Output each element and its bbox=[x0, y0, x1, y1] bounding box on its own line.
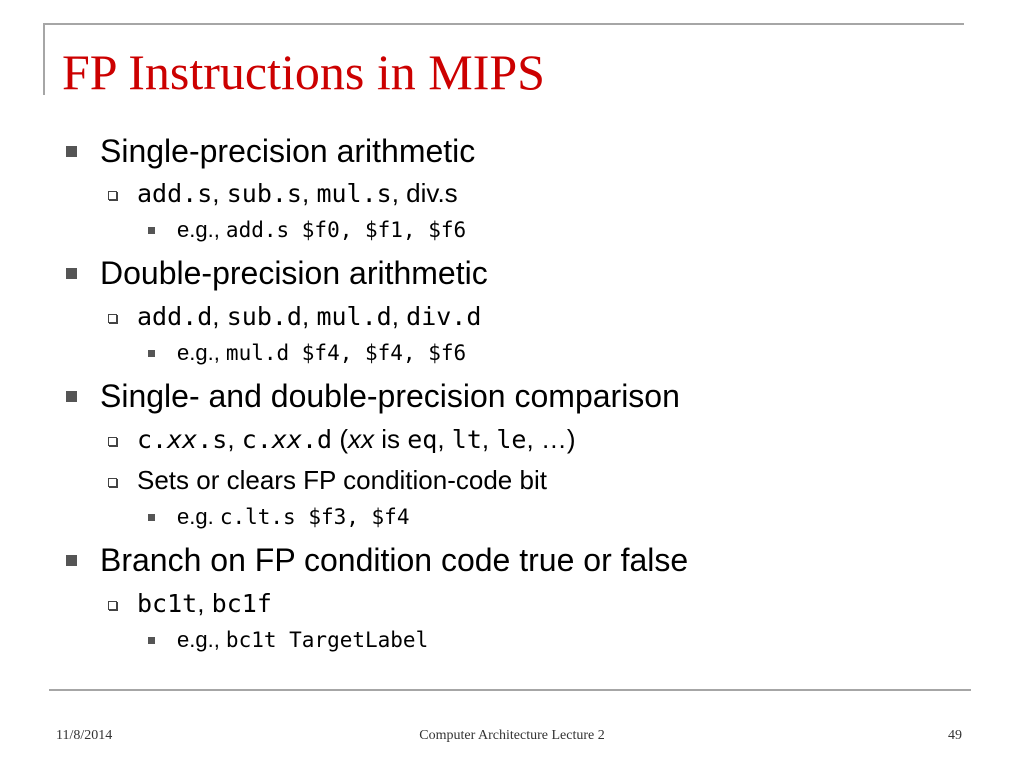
bullet-condition-code-bit: Sets or clears FP condition-code bit bbox=[137, 465, 547, 495]
footer-title: Computer Architecture Lecture 2 bbox=[419, 728, 605, 743]
code-d-suffix: .d bbox=[302, 425, 333, 454]
xx-italic-text: xx bbox=[348, 424, 374, 454]
bullet-square-icon bbox=[66, 391, 77, 402]
example-c-lt-s bbox=[177, 503, 409, 531]
separator: , bbox=[481, 424, 497, 454]
code-bc1t: bc1t bbox=[137, 589, 198, 618]
bullet-small-square-icon bbox=[148, 514, 155, 521]
code-le: le bbox=[496, 425, 527, 454]
example-code: c.lt.s $f3, $f4 bbox=[219, 505, 410, 529]
paren-open: ( bbox=[332, 424, 348, 454]
example-bc1t bbox=[177, 626, 428, 654]
example-code: mul.d $f4, $f4, $f6 bbox=[225, 341, 467, 365]
code-eq: eq bbox=[407, 425, 438, 454]
footer-page-number: 49 bbox=[948, 728, 962, 743]
example-add-s bbox=[177, 216, 466, 244]
code-mul-d: mul.d bbox=[316, 302, 392, 331]
footer-rule bbox=[49, 689, 971, 691]
example-prefix: e.g., bbox=[177, 627, 226, 652]
code-s-suffix: .s bbox=[197, 425, 228, 454]
bullet-double-precision-ops bbox=[137, 300, 481, 333]
bullet-small-square-icon bbox=[148, 227, 155, 234]
separator: , bbox=[212, 178, 227, 208]
bullet-branch-ops bbox=[137, 587, 272, 620]
example-prefix: e.g., bbox=[177, 340, 226, 365]
bullet-hollow-square-icon bbox=[108, 478, 117, 487]
bullet-double-precision-arithmetic: Double-precision arithmetic bbox=[100, 255, 488, 291]
bullet-hollow-square-icon bbox=[108, 437, 117, 446]
bullet-single-precision-arithmetic: Single-precision arithmetic bbox=[100, 133, 476, 169]
example-mul-d bbox=[177, 339, 466, 367]
is-text: is bbox=[374, 424, 408, 454]
bullet-square-icon bbox=[66, 555, 77, 566]
example-code: add.s $f0, $f1, $f6 bbox=[225, 218, 467, 242]
footer-date: 11/8/2014 bbox=[56, 728, 113, 743]
bullet-hollow-square-icon bbox=[108, 314, 117, 323]
code-add-s: add.s bbox=[137, 179, 213, 208]
bullet-hollow-square-icon bbox=[108, 601, 117, 610]
code-lt: lt bbox=[451, 425, 482, 454]
code-sub-s: sub.s bbox=[226, 179, 302, 208]
code-div-d: div.d bbox=[406, 302, 482, 331]
code-xx-placeholder: xx bbox=[167, 425, 198, 454]
ops-tail-text: , div.s bbox=[391, 178, 458, 208]
paren-close: , …) bbox=[526, 424, 576, 454]
bullet-compare-ops bbox=[137, 423, 576, 456]
separator: , bbox=[197, 588, 212, 618]
separator: , bbox=[301, 301, 317, 331]
example-prefix: e.g. bbox=[177, 504, 220, 529]
separator: , bbox=[227, 424, 242, 454]
example-prefix: e.g., bbox=[177, 217, 226, 242]
bullet-small-square-icon bbox=[148, 637, 155, 644]
code-xx-placeholder: xx bbox=[271, 425, 302, 454]
code-add-d: add.d bbox=[137, 302, 213, 331]
bullet-square-icon bbox=[66, 146, 77, 157]
code-c-prefix: c. bbox=[241, 425, 272, 454]
separator: , bbox=[437, 424, 452, 454]
separator: , bbox=[301, 178, 317, 208]
separator: , bbox=[391, 301, 407, 331]
bullet-single-precision-ops bbox=[137, 177, 458, 210]
bullet-fp-comparison: Single- and double-precision comparison bbox=[100, 378, 680, 414]
example-code: bc1t TargetLabel bbox=[225, 628, 429, 652]
bullet-small-square-icon bbox=[148, 350, 155, 357]
slide-title: FP Instructions in MIPS bbox=[62, 44, 545, 100]
code-mul-s: mul.s bbox=[316, 179, 392, 208]
separator: , bbox=[212, 301, 227, 331]
bullet-branch-on-fp: Branch on FP condition code true or false bbox=[100, 542, 689, 578]
bullet-hollow-square-icon bbox=[108, 191, 117, 200]
code-c-prefix: c. bbox=[137, 425, 168, 454]
bullet-square-icon bbox=[66, 268, 77, 279]
code-bc1f: bc1f bbox=[211, 589, 272, 618]
code-sub-d: sub.d bbox=[226, 302, 302, 331]
